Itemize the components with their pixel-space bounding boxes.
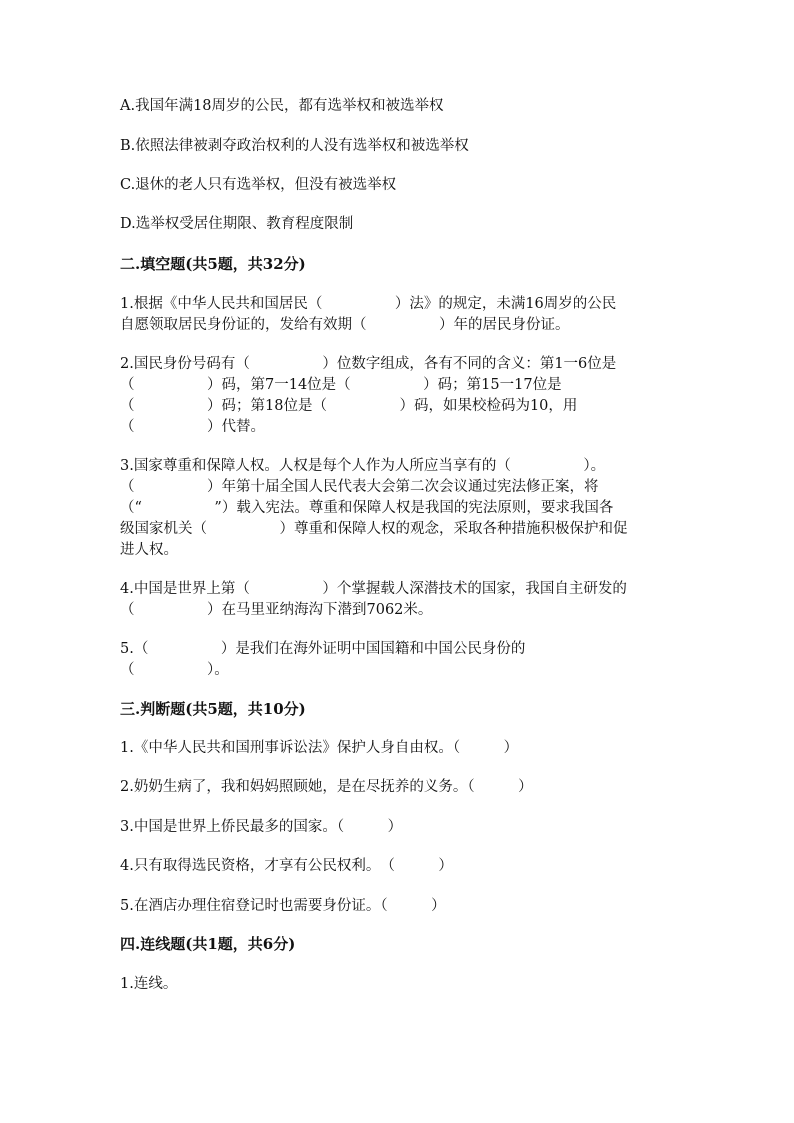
judge-item-4: 4.只有取得选民资格，才享有公民权利。 （ ） <box>120 858 453 874</box>
fill-q1-line2: 自愿领取居民身份证的，发给有效期（ ）年的居民身份证。 <box>120 317 570 333</box>
fill-q5-line2: （ ）。 <box>120 662 229 678</box>
option-a: A.我国年满18周岁的公民，都有选举权和被选举权 <box>120 98 444 114</box>
fill-q2-line3: （ ）码；第18位是（ ）码，如果校检码为10，用 <box>120 398 578 414</box>
option-b: B.依照法律被剥夺政治权利的人没有选举权和被选举权 <box>120 138 469 154</box>
fill-q3-line1: 3.国家尊重和保障人权。人权是每个人作为人所应当享有的（ ）。 <box>120 458 606 474</box>
fill-q4-line1: 4.中国是世界上第（ ）个掌握载人深潜技术的国家，我国自主研发的 <box>120 581 627 597</box>
fill-q3-line5: 进人权。 <box>120 542 178 558</box>
fill-q3-line2: （ ）年第十届全国人民代表大会第二次会议通过宪法修正案，将 <box>120 479 599 495</box>
fill-q3-line4: 级国家机关（ ）尊重和保障人权的观念，采取各种措施积极保护和促 <box>120 521 628 537</box>
fill-q2-line1: 2.国民身份号码有（ ）位数字组成，各有不同的含义：第1一6位是 <box>120 356 617 372</box>
section3-heading: 三.判断题(共5题，共10分) <box>120 700 306 718</box>
match-q1: 1.连线。 <box>120 976 178 992</box>
fill-q5-line1: 5.（ ）是我们在海外证明中国国籍和中国公民身份的 <box>120 641 526 657</box>
fill-q2-line2: （ ）码，第7一14位是（ ）码；第15一17位是 <box>120 377 562 393</box>
option-d: D.选举权受居住期限、教育程度限制 <box>120 216 354 232</box>
section4-heading: 四.连线题(共1题，共6分) <box>120 935 296 953</box>
fill-q2-line4: （ ）代替。 <box>120 419 265 435</box>
judge-item-2: 2.奶奶生病了，我和妈妈照顾她，是在尽抚养的义务。（ ） <box>120 779 533 795</box>
section2-heading: 二.填空题(共5题，共32分) <box>120 255 306 273</box>
fill-q1-line1: 1.根据《中华人民共和国居民（ ）法》的规定，未满16周岁的公民 <box>120 296 617 312</box>
fill-q4-line2: （ ）在马里亚纳海沟下潜到7062米。 <box>120 602 433 618</box>
judge-item-5: 5.在酒店办理住宿登记时也需要身份证。（ ） <box>120 898 446 914</box>
fill-q3-line3: （“ ”）载入宪法。尊重和保障人权是我国的宪法原则，要求我国各 <box>120 500 614 516</box>
judge-item-1: 1.《中华人民共和国刑事诉讼法》保护人身自由权。（ ） <box>120 740 519 756</box>
option-c: C.退休的老人只有选举权，但没有被选举权 <box>120 177 397 193</box>
judge-item-3: 3.中国是世界上侨民最多的国家。（ ） <box>120 819 403 835</box>
